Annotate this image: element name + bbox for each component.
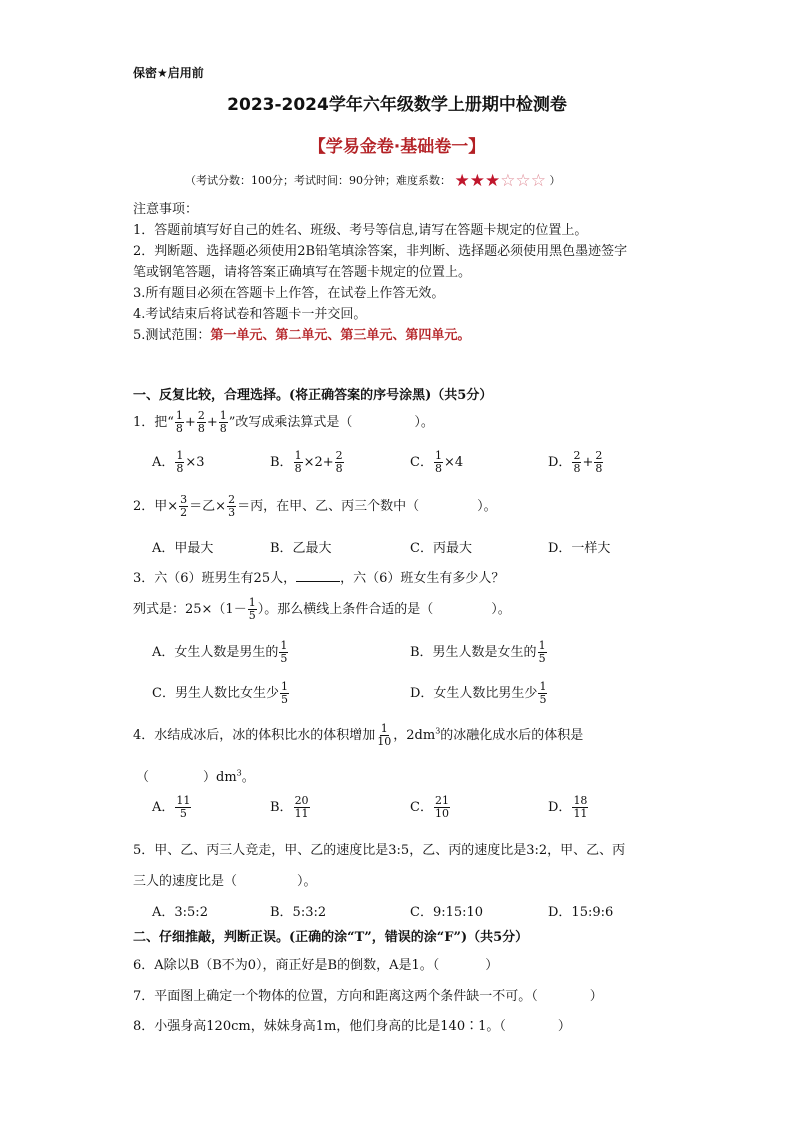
q1-prefix: 1．把“ (133, 415, 174, 430)
star-empty-icon: ☆ (500, 171, 516, 191)
q1-option-a[interactable]: A． $\frac{1}{8}$ ×3 (152, 449, 205, 475)
question-8: 8．小强身高120cm，妹妹身高1m，他们身高的比是140∶1。（ ） (133, 1019, 571, 1034)
question-6: 6．A除以B（B不为0），商正好是B的倒数，A是1。（ ） (133, 958, 499, 973)
q4-option-d[interactable]: D． $\frac{18}{11}$ (548, 794, 588, 820)
question-3-line-1: 3．六（6）班男生有25人， ，六（6）班女生有多少人？ (133, 571, 505, 586)
notice-item-2-cont: 笔或钢笔答题，请将答案正确填写在答题卡规定的位置上。 (133, 265, 472, 280)
q1-option-b[interactable]: B． $\frac{1}{8}$ ×2+ $\frac{2}{8}$ (270, 449, 343, 475)
confidential-label: 保密★启用前 (133, 66, 204, 80)
exam-info (185, 171, 561, 191)
q2-option-c[interactable]: C．丙最大 (410, 541, 472, 556)
notice-item-5 (133, 324, 470, 343)
q3-option-b[interactable]: B．男生人数是女生的 $\frac{1}{5}$ (410, 639, 546, 665)
exam-info-text: （考试分数：100分；考试时间：90分钟；难度系数： (185, 174, 451, 187)
section1-heading: 一、反复比较，合理选择。(将正确答案的序号涂黑)（共5分） (133, 388, 493, 403)
q2-fraction-2: $\frac{2}{3}$ (228, 493, 236, 519)
q1-fraction-1: $\frac{1}{8}$ (175, 409, 183, 435)
q2-option-b[interactable]: B．乙最大 (270, 541, 332, 556)
exam-info-close: ） (549, 174, 561, 187)
q2-option-d[interactable]: D．一样大 (548, 541, 611, 556)
notice-heading: 注意事项： (133, 202, 199, 217)
star-filled-icon: ★ (485, 171, 501, 191)
q3-fill-blank[interactable] (296, 571, 340, 582)
q3-option-d[interactable]: D．女生人数比男生少 $\frac{1}{5}$ (410, 680, 547, 706)
question-4-line-1: 4．水结成冰后，冰的体积比水的体积增加 $\frac{1}{10}$ ，$2dm^3$的冰融化成水后的体积是 (133, 722, 584, 748)
question-5-line-2: 三人的速度比是（ ）。 (133, 874, 317, 889)
q5-option-c[interactable]: C．9:15:10 (410, 905, 484, 920)
star-filled-icon: ★ (454, 171, 470, 191)
scope-label: 5.测试范围： (133, 328, 211, 343)
q5-option-d[interactable]: D．15:9:6 (548, 905, 614, 920)
q2-option-a[interactable]: A．甲最大 (152, 541, 214, 556)
q5-option-a[interactable]: A．3:5:2 (152, 905, 208, 920)
star-filled-icon: ★ (469, 171, 485, 191)
q1-fraction-3: $\frac{1}{8}$ (219, 409, 227, 435)
q4-option-c[interactable]: C． $\frac{21}{10}$ (410, 794, 449, 820)
exam-subtitle: 【学易金卷·基础卷一】 (308, 137, 486, 157)
question-4-line-2: （ ）$dm^3$。 (136, 768, 255, 785)
notice-item-1: 1．答题前填写好自己的姓名、班级、考号等信息,请写在答题卡规定的位置上。 (133, 223, 588, 238)
question-1: 1．把“ $\frac{1}{8}$ + $\frac{2}{8}$ + $\frac{1}{8}$ ”改写成乘法算式是（ ）。 (133, 409, 434, 435)
notice-item-3: 3.所有题目必须在答题卡上作答，在试卷上作答无效。 (133, 286, 445, 301)
question-3-line-2: 列式是：25×（1－ $\frac{1}{5}$ ）。那么横线上条件合适的是（ ）。 (133, 596, 511, 622)
q1-mid: ”改写成乘法算式是（ (228, 415, 353, 430)
q1-option-d[interactable]: D． $\frac{2}{8}$ + $\frac{2}{8}$ (548, 449, 603, 475)
scope-value: 第一单元、第二单元、第三单元、第四单元。 (210, 328, 471, 343)
question-7: 7．平面图上确定一个物体的位置，方向和距离这两个条件缺一不可。（ ） (133, 989, 603, 1004)
star-empty-icon: ☆ (515, 171, 531, 191)
q2-fraction-1: $\frac{3}{2}$ (180, 493, 188, 519)
question-5-line-1: 5．甲、乙、丙三人竞走，甲、乙的速度比是3:5，乙、丙的速度比是3:2，甲、乙、丙 (133, 843, 626, 858)
q3-option-c[interactable]: C．男生人数比女生少 $\frac{1}{5}$ (152, 680, 288, 706)
q4-option-a[interactable]: A． $\frac{11}{5}$ (152, 794, 191, 820)
exam-title: 2023-2024学年六年级数学上册期中检测卷 (227, 95, 567, 115)
section2-heading: 二、仔细推敲，判断正误。(正确的涂“T”，错误的涂“F”)（共5分） (133, 930, 529, 945)
q3-option-a[interactable]: A．女生人数是男生的 $\frac{1}{5}$ (152, 639, 288, 665)
star-empty-icon: ☆ (530, 171, 546, 191)
question-2: 2．甲× $\frac{3}{2}$ ＝乙× $\frac{2}{3}$ ＝丙，在甲、乙、丙三个数中（ ）。 (133, 493, 497, 519)
q1-option-c[interactable]: C． $\frac{1}{8}$ ×4 (410, 449, 464, 475)
q4-option-b[interactable]: B． $\frac{20}{11}$ (270, 794, 309, 820)
q5-option-b[interactable]: B．5:3:2 (270, 905, 327, 920)
notice-item-4: 4.考试结束后将试卷和答题卡一并交回。 (133, 307, 367, 322)
q1-fraction-2: $\frac{2}{8}$ (197, 409, 205, 435)
notice-item-2: 2．判断题、选择题必须使用2B铅笔填涂答案，非判断、选择题必须使用黑色墨迹签字 (133, 244, 628, 259)
difficulty-stars (454, 171, 547, 191)
